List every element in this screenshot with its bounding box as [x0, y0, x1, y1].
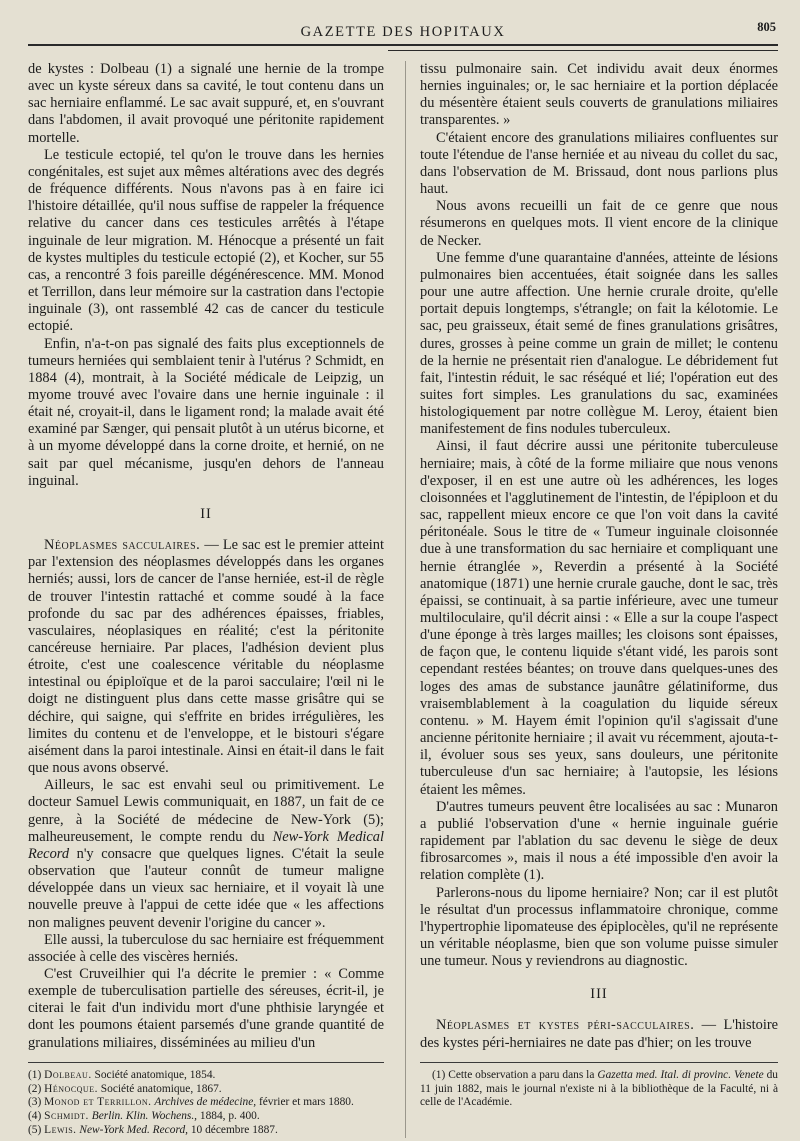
journal-title: GAZETTE DES HOPITAUX	[300, 24, 506, 40]
paragraph: Enfin, n'a-t-on pas signalé des faits plus exceptionnels de tumeurs herniées qui semblaient tenir à l'utérus ? Schmidt, en 1884 (4), montrait, à la Société médicale de Leipzig, un myome trouvé avec l'ovaire dans une hernie inguinale : il était né, croyait-il, dans le ligament rond; la malade avait été examiné par Sænger, qui pensait plutôt à un utérus bicorne, et à un myome développé dans la corne droite, et hernié, on ne sait par quel mécanisme, jusqu'en dehors de l'anneau inguinal.	[28, 335, 384, 489]
footnote-marker: (5)	[28, 1123, 42, 1136]
paragraph-text: n'y consacre que quelques lignes. C'était la seule observation que l'auteur connût de tumeur maligne développée dans un vieux sac herniaire, et il voyait là une nouvelle preuve à l'appui de cette idée que « les affections non malignes peuvent devenir l'origine du cancer ».	[28, 845, 384, 931]
footnote	[28, 1110, 384, 1124]
footnote	[420, 1069, 778, 1110]
page-number: 805	[757, 20, 776, 34]
section-heading: Néoplasmes et kystes péri-sacculaires.	[436, 1017, 695, 1034]
footnote	[28, 1124, 384, 1138]
paragraph: Elle aussi, la tuberculose du sac herniaire est fréquemment associée à celle des viscères herniés.	[28, 931, 384, 965]
section-heading: Néoplasmes sacculaires.	[44, 537, 201, 554]
section-number: II	[200, 505, 212, 522]
page-header	[28, 18, 778, 46]
paragraph: Ainsi, il faut décrire aussi une péritonite tuberculeuse herniaire; mais, à côté de la forme miliaire que nous venons d'exposer, il en est une autre où les adhérences, les loges cloisonnées et l'agglutinement de l'intestin, de l'épiploon et du sac, rappellent mieux encore ce que l'on voit dans la cavité péritonéale. Sous le titre de « Tumeur inguinale cloisonnée due à une transformation du sac herniaire et compliquant une hernie étranglée », Reverdin a présenté à la Société anatomique (1871) une hernie crurale gauche, dont le sac, très épaissi, se continuait, à sa partie inférieure, avec une tumeur multiloculaire, qu'il décrit ainsi : « Elle a sur la coupe l'aspect d'une éponge à très larges mailles; les cloisons sont épaisses, de façon que, le contenu liquide s'étant vidé, les parois sont cependant restées béantes; on trouve dans quelques-unes des loges des amas de substance jaunâtre gélatiniforme, dus vraisemblablement à la coagulation du liquide séreux contenu. » M. Hayem émit l'opinion qu'il s'agissait d'une ancienne péritonite herniaire ; il avait vu récemment, ajouta-t-il, évoluer sous ses yeux, sans douleurs, une péritonite tuberculeuse d'un sac herniaire; à l'autopsie, les lésions étaient les mêmes.	[420, 438, 778, 798]
footnote-rule	[28, 1062, 384, 1063]
footnote-text: 1884, p. 400.	[197, 1110, 260, 1123]
journal-name: New-York Medical Record	[28, 828, 384, 862]
paragraph-text: — Le sac est le premier atteint par l'extension des néoplasmes développés dans les organes herniés; aussi, lors de cancer de l'anse herniée, est-il de règle de trouver l'intestin rattaché et comme soudé à la face profonde du sac par des adhérences épaisses, friables, vasculaires, néoplasiques en réalité; c'est la péritonite cancéreuse herniaire. Par places, l'adhésion devient plus étroite, c'est une coalescence véritable du néoplasme intestinal ou épiploïque et de la paroi sacculaire; l'œil ni le doigt ne distinguent plus dans cette masse grisâtre qui se déchire, qui saigne, qui s'effrite en brides irrégulières, les limites du contenu et de l'enveloppe, et le bistouri s'égare aisément dans la paroi intestinale. Ainsi en était-il dans le fait que nous avons observé.	[28, 537, 384, 777]
header-rule	[388, 50, 778, 51]
paragraph: Nous avons recueilli un fait de ce genre que nous résumerons en quelques mots. Il vient encore de la clinique de Necker.	[420, 198, 778, 249]
footnote-text: Société anatomique, 1867.	[97, 1082, 222, 1095]
footnote-author: Lewis.	[44, 1123, 77, 1136]
footnote-journal: Berlin. Klin. Wochens.,	[91, 1110, 198, 1123]
footnote-author: Dolbeau.	[44, 1068, 92, 1081]
footnote-marker: (1)	[432, 1068, 446, 1081]
paragraph: de kystes : Dolbeau (1) a signalé une hernie de la trompe avec un kyste séreux dans sa cavité, le tout contenu dans un sac herniaire enflammé. Le sac avait suppuré, et, en s'ouvrant dans l'abdomen, il avait provoqué une péritonite rapidement mortelle.	[28, 61, 384, 146]
paragraph-text: — L'histoire des kystes péri-herniaires ne date pas d'hier; on les trouve	[420, 1017, 778, 1051]
paragraph-text: Ailleurs, le sac est envahi seul ou primitivement. Le docteur Samuel Lewis communiquait, en 1887, un fait de ce genre, à la Société de médecine de New-York (5); malheureusement, le compte rendu du	[28, 777, 384, 845]
footnote-author: Schmidt.	[44, 1110, 89, 1123]
paragraph: Le testicule ectopié, tel qu'on le trouve dans les hernies congénitales, est sujet aux mêmes altérations avec des degrés de fréquence différents. Nous n'avons pas à en faire ici l'histoire détaillée, qu'il nous suffise de rappeler la fréquence relative du cancer dans ces testicules arrêtés à l'étape inguinale de leur migration. M. Hénocque a présenté un fait de kystes multiples du testicule ectopié (2), et Kocher, sur 55 cas, a rencontré 3 fois pareille dégénérescence. MM. Monod et Terrillon, dans leur mémoire sur la castration dans l'ectopie inguinale (3), ont rassemblé 42 cas de cancer du testicule ectopié.	[28, 146, 384, 335]
paragraph	[28, 777, 384, 931]
left-column	[28, 61, 384, 1138]
footnote-text: Cette observation a paru dans la	[445, 1068, 598, 1081]
footnote-text: du 11 juin 1882, mais le journal n'existe ni à la bibliothèque de la Faculté, ni à celle de l'Académie.	[420, 1068, 779, 1109]
footnotes	[28, 1069, 384, 1138]
paragraph	[420, 1017, 778, 1051]
footnote-author: Monod et Terrillon.	[44, 1096, 152, 1109]
footnote-rule	[420, 1062, 778, 1063]
footnote-marker: (4)	[28, 1110, 42, 1123]
footnote-marker: (1)	[28, 1068, 42, 1081]
paragraph: Une femme d'une quarantaine d'années, atteinte de lésions pulmonaires bien accentuées, était soignée dans les salles pour une autre affection. Une hernie crurale droite, qu'elle portait depuis longtemps, s'étrangle; on fait la kélotomie. Le sac, peu graisseux, était semé de fines granulations grisâtres, dures, grosses à peine comme un grain de millet; le contenu de la hernie ne présentait rien d'analogue. Le débridement fut fait, l'intestin réduit, le sac réséqué et lié; l'opération eut des suites fort simples. Les granulations du sac, examinées histologiquement par notre collègue M. Leroy, étaient bien manifestement de fins nodules tuberculeux.	[420, 249, 778, 438]
footnote-journal: Archives de médecine,	[154, 1096, 257, 1109]
footnote	[28, 1096, 384, 1110]
footnote-journal: New-York Med. Record,	[79, 1123, 188, 1136]
text-columns	[28, 61, 778, 1138]
footnote	[28, 1083, 384, 1097]
footnote-marker: (3)	[28, 1096, 42, 1109]
paragraph: C'est Cruveilhier qui l'a décrite le premier : « Comme exemple de tuberculisation partielle des séreuses, écrit-il, je citerai le fait d'un individu mort d'une phthisie laryngée et dont les poumons étaient parsemés d'une grande quantité de granulations miliaires, disséminées au milieu d'un	[28, 965, 384, 1051]
paragraph: C'étaient encore des granulations miliaires confluentes sur toute l'étendue de l'anse herniée et au niveau du collet du sac, dans l'observation de M. Brissaud, dont nous parlions plus haut.	[420, 129, 778, 198]
footnote	[28, 1069, 384, 1083]
footnote-text: 10 décembre 1887.	[188, 1123, 278, 1136]
footnotes	[420, 1069, 778, 1110]
footnote-text: février et mars 1880.	[256, 1096, 354, 1109]
section-number: III	[590, 986, 608, 1003]
footnote-author: Hénocque.	[44, 1082, 98, 1095]
right-column	[405, 61, 778, 1138]
paragraph	[28, 537, 384, 777]
paragraph: D'autres tumeurs peuvent être localisées au sac : Munaron a publié l'observation d'une « hernie inguinale guérie rapidement par l'ablation du sac devenu le siège de deux fibrosarcomes », mais il nous a été impossible d'en avoir la relation complète (1).	[420, 798, 778, 884]
footnote-text: Société anatomique, 1854.	[91, 1068, 216, 1081]
paragraph: Parlerons-nous du lipome herniaire? Non; car il est plutôt le résultat d'un processus inflammatoire chronique, comme l'hypertrophie lipomateuse des épiplocèles, qu'il ne représente un véritable néoplasme, bien que son volume puisse simuler une tumeur. Nous y reviendrons au diagnostic.	[420, 884, 778, 970]
footnote-marker: (2)	[28, 1082, 42, 1095]
footnote-journal: Gazetta med. Ital. di provinc. Venete	[597, 1068, 764, 1081]
paragraph: tissu pulmonaire sain. Cet individu avait deux énormes hernies inguinales; or, le sac herniaire et la portion déplacée du mésentère étaient seuls couverts de granulations miliaires transparentes. »	[420, 61, 778, 129]
